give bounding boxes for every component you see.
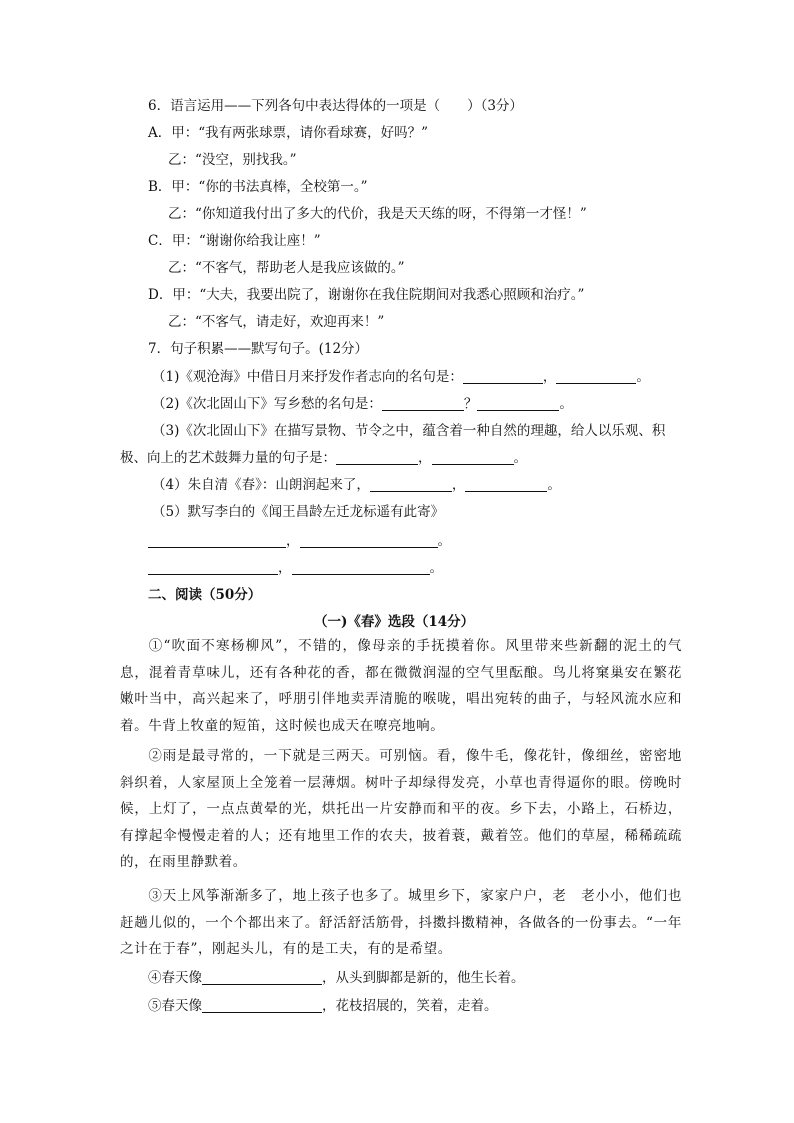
q6-option-a-yi: 乙：“没空，别找我。” — [168, 152, 297, 168]
q7-s3-sep: ， — [418, 450, 432, 466]
paragraph-3-text: ③天上风筝渐渐多了，地上孩子也多了。城里乡下，家家户户，老 老小小，他们也赶趟儿似的，一个个都出来了。舒活舒活筋骨，抖擞抖擞精神，各做各的一份事去。“一年之计在于春”，刚起头儿，有的是工夫，有的是希望。 — [120, 888, 682, 957]
q6-title: 6．语言运用——下列各句中表达得体的一项是（ ）（3分） — [148, 98, 523, 114]
q7-s5-end: 。 — [437, 533, 451, 549]
answer-blank[interactable] — [148, 560, 278, 575]
q7-s5-line1 — [148, 531, 451, 551]
q7-s3-line2 — [120, 448, 527, 468]
answer-blank[interactable] — [432, 450, 514, 465]
answer-blank[interactable] — [202, 970, 322, 985]
answer-blank[interactable] — [148, 533, 286, 548]
paragraph-5-pre: ⑤春天像 — [148, 998, 202, 1014]
paragraph-2-text: ②雨是最寻常的，一下就是三两天。可别恼。看，像牛毛，像花针，像细丝，密密地斜织着，人家屋顶上全笼着一层薄烟。树叶子却绿得发亮，小草也青得逼你的眼。傍晚时候，上灯了，一点点黄晕的光，烘托出一片安静而和平的夜。乡下去，小路上，石桥边，有撑起伞慢慢走着的人；还有地里工作的农夫，披着蓑，戴着笠。他们的草屋，稀稀疏疏的，在雨里静默着。 — [120, 748, 682, 870]
q7-s5-sep: ， — [286, 533, 300, 549]
paragraph-5-post: ，花枝招展的，笑着，走着。 — [322, 998, 498, 1014]
q7-s1-text: （1)《观沧海》中借日月来抒发作者志向的名句是： — [152, 369, 463, 385]
paragraph-4 — [148, 968, 525, 988]
paragraph-2 — [120, 743, 682, 876]
answer-blank[interactable] — [556, 369, 636, 384]
q7-s4 — [152, 475, 561, 495]
answer-blank[interactable] — [300, 533, 438, 548]
q7-s5-title: （5）默写李白的《闻王昌龄左迁龙标遥有此寄》 — [152, 504, 445, 520]
q6-option-d-yi: 乙：“不客气，请走好，欢迎再来！” — [168, 314, 385, 330]
q7-s1-sep: ， — [542, 369, 557, 385]
q7-s4-sep: ， — [451, 477, 466, 493]
q7-title: 7．句子积累——默写句子。(12分） — [148, 341, 369, 357]
paragraph-3 — [120, 883, 682, 963]
answer-blank[interactable] — [465, 477, 547, 492]
q6-option-b-jia: B．甲：“你的书法真棒，全校第一。” — [148, 179, 368, 195]
paragraph-1-text: ①“吹面不寒杨柳风”，不错的，像母亲的手抚摸着你。风里带来些新翻的泥土的气息，混着青草味儿，还有各种花的香，都在微微润湿的空气里酝酿。鸟儿将窠巢安在繁花嫩叶当中，高兴起来了，呼朋引伴地卖弄清脆的喉咙，唱出宛转的曲子，与轻风流水应和着。牛背上牧童的短笛，这时候也成天在嘹亮地响。 — [120, 638, 682, 734]
paragraph-4-post: ，从头到脚都是新的，他生长着。 — [322, 970, 525, 986]
answer-blank[interactable] — [202, 998, 322, 1013]
q7-s3-line1: （3)《次北固山下》在描写景物、节令之中，蕴含着一种自然的理趣，给人以乐观、积 — [152, 423, 666, 439]
answer-blank[interactable] — [463, 369, 543, 384]
q7-s2-text: （2)《次北固山下》写乡愁的名句是： — [152, 396, 382, 412]
q7-s1-end: 。 — [636, 369, 650, 385]
reading-1-title: （一)《春》选段（14分） — [314, 614, 475, 630]
answer-blank[interactable] — [477, 396, 559, 411]
q6-option-a-jia: A．甲：“我有两张球票，请你看球赛，好吗？” — [148, 125, 429, 141]
q7-s2 — [152, 394, 573, 414]
answer-blank[interactable] — [292, 560, 430, 575]
q7-s2-end: 。 — [559, 396, 573, 412]
paragraph-5 — [148, 996, 498, 1016]
q6-option-b-yi: 乙：“你知道我付出了多大的代价，我是天天练的呀，不得第一才怪！” — [168, 206, 587, 222]
q7-s5-sep: ， — [278, 560, 292, 576]
q7-s4-end: 。 — [547, 477, 561, 493]
paragraph-4-pre: ④春天像 — [148, 970, 202, 986]
q7-s5-end: 。 — [429, 560, 443, 576]
answer-blank[interactable] — [382, 396, 464, 411]
q6-option-d-jia: D．甲：“大夫，我要出院了，谢谢你在我住院期间对我悉心照顾和治疗。” — [148, 287, 585, 303]
q7-s5-line2 — [148, 558, 443, 578]
q7-s2-sep: ？ — [463, 396, 478, 412]
q6-option-c-yi: 乙：“不客气，帮助老人是我应该做的。” — [168, 260, 405, 276]
q7-s3-end: 。 — [513, 450, 527, 466]
paragraph-1 — [120, 633, 682, 739]
section-2-title: 二、阅读（50分） — [148, 587, 262, 603]
q7-s3-text: 极、向上的艺术鼓舞力量的句子是： — [120, 450, 336, 466]
answer-blank[interactable] — [370, 477, 452, 492]
answer-blank[interactable] — [336, 450, 418, 465]
q7-s1 — [152, 367, 650, 387]
q6-option-c-jia: C．甲：“谢谢你给我让座！” — [148, 233, 321, 249]
q7-s4-text: （4）朱自清《春》：山朗润起来了， — [152, 477, 370, 493]
